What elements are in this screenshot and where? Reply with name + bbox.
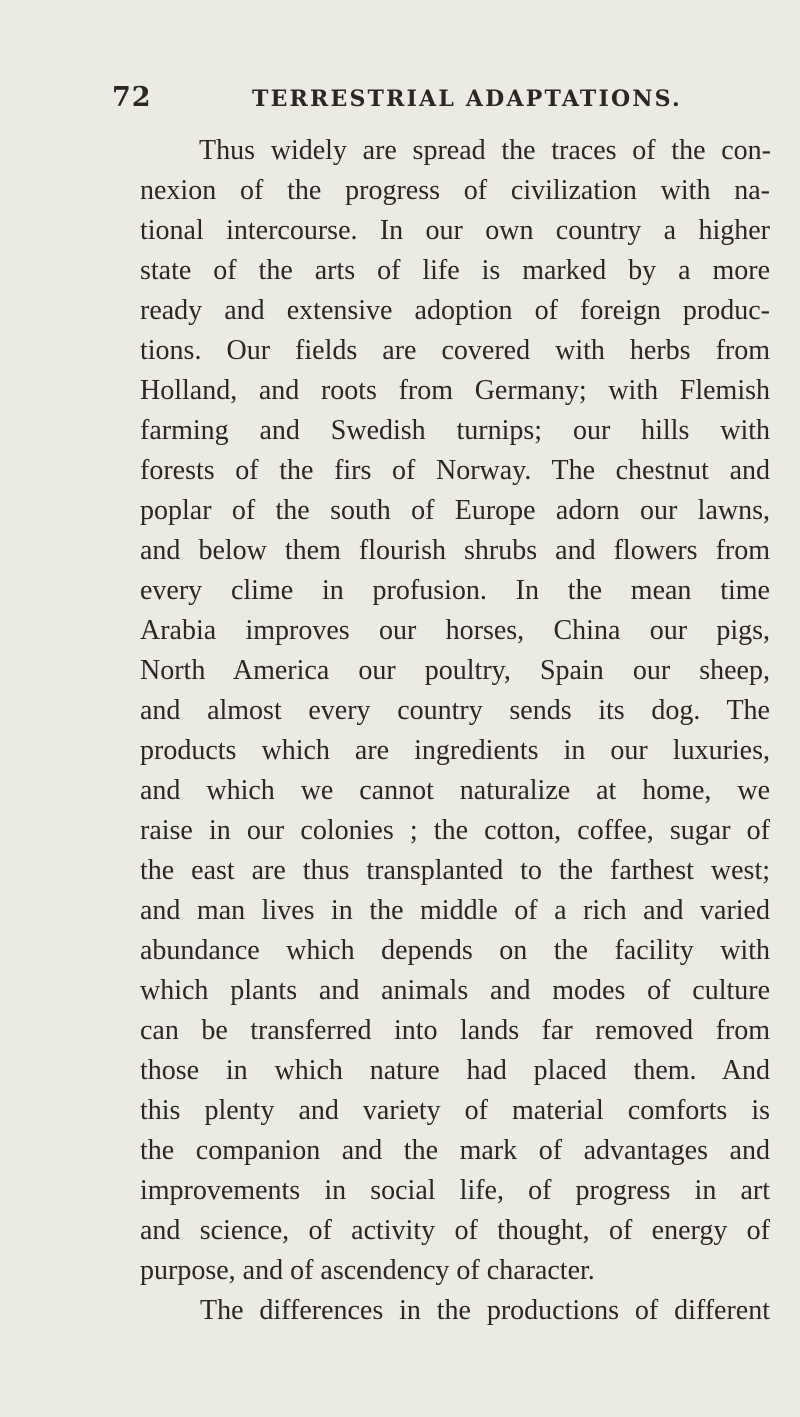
text-line: raise in our colonies ; the cotton, coffee, sugar of [140, 815, 770, 846]
text-line: purpose, and of ascendency of character. [140, 1255, 595, 1286]
text-line: nexion of the progress of civilization with na- [140, 175, 770, 206]
text-line: The differences in the productions of different [200, 1295, 770, 1326]
text-line: farming and Swedish turnips; our hills with [140, 415, 770, 446]
text-line: abundance which depends on the facility with [140, 935, 770, 966]
text-line: tions. Our fields are covered with herbs from [140, 335, 770, 366]
text-line: the companion and the mark of advantages and [140, 1135, 770, 1166]
running-head: TERRESTRIAL ADAPTATIONS. [252, 86, 682, 112]
text-line: the east are thus transplanted to the farthest west; [140, 855, 770, 886]
text-line: and almost every country sends its dog. The [140, 695, 770, 726]
text-line: forests of the firs of Norway. The chestnut and [140, 455, 770, 486]
text-line: state of the arts of life is marked by a more [140, 255, 770, 286]
text-line: can be transferred into lands far removed from [140, 1015, 770, 1046]
text-line: products which are ingredients in our luxuries, [140, 735, 770, 766]
text-line: Arabia improves our horses, China our pigs, [140, 615, 770, 646]
text-line: poplar of the south of Europe adorn our lawns, [140, 495, 770, 526]
text-line: and below them flourish shrubs and flowers from [140, 535, 770, 566]
text-line: those in which nature had placed them. And [140, 1055, 770, 1086]
text-line: North America our poultry, Spain our sheep, [140, 655, 770, 686]
text-line: improvements in social life, of progress in art [140, 1175, 770, 1206]
text-line: Holland, and roots from Germany; with Flemish [140, 375, 770, 406]
page-header [0, 82, 800, 118]
text-line: every clime in profusion. In the mean time [140, 575, 770, 606]
text-line: which plants and animals and modes of culture [140, 975, 770, 1006]
text-line: and science, of activity of thought, of energy of [140, 1215, 770, 1246]
text-line: and man lives in the middle of a rich and varied [140, 895, 770, 926]
text-line: ready and extensive adoption of foreign produc- [140, 295, 770, 326]
text-line: tional intercourse. In our own country a higher [140, 215, 770, 246]
page-number: 72 [112, 82, 152, 113]
text-line: this plenty and variety of material comforts is [140, 1095, 770, 1126]
text-line: Thus widely are spread the traces of the con- [199, 135, 771, 166]
text-line: and which we cannot naturalize at home, we [140, 775, 770, 806]
